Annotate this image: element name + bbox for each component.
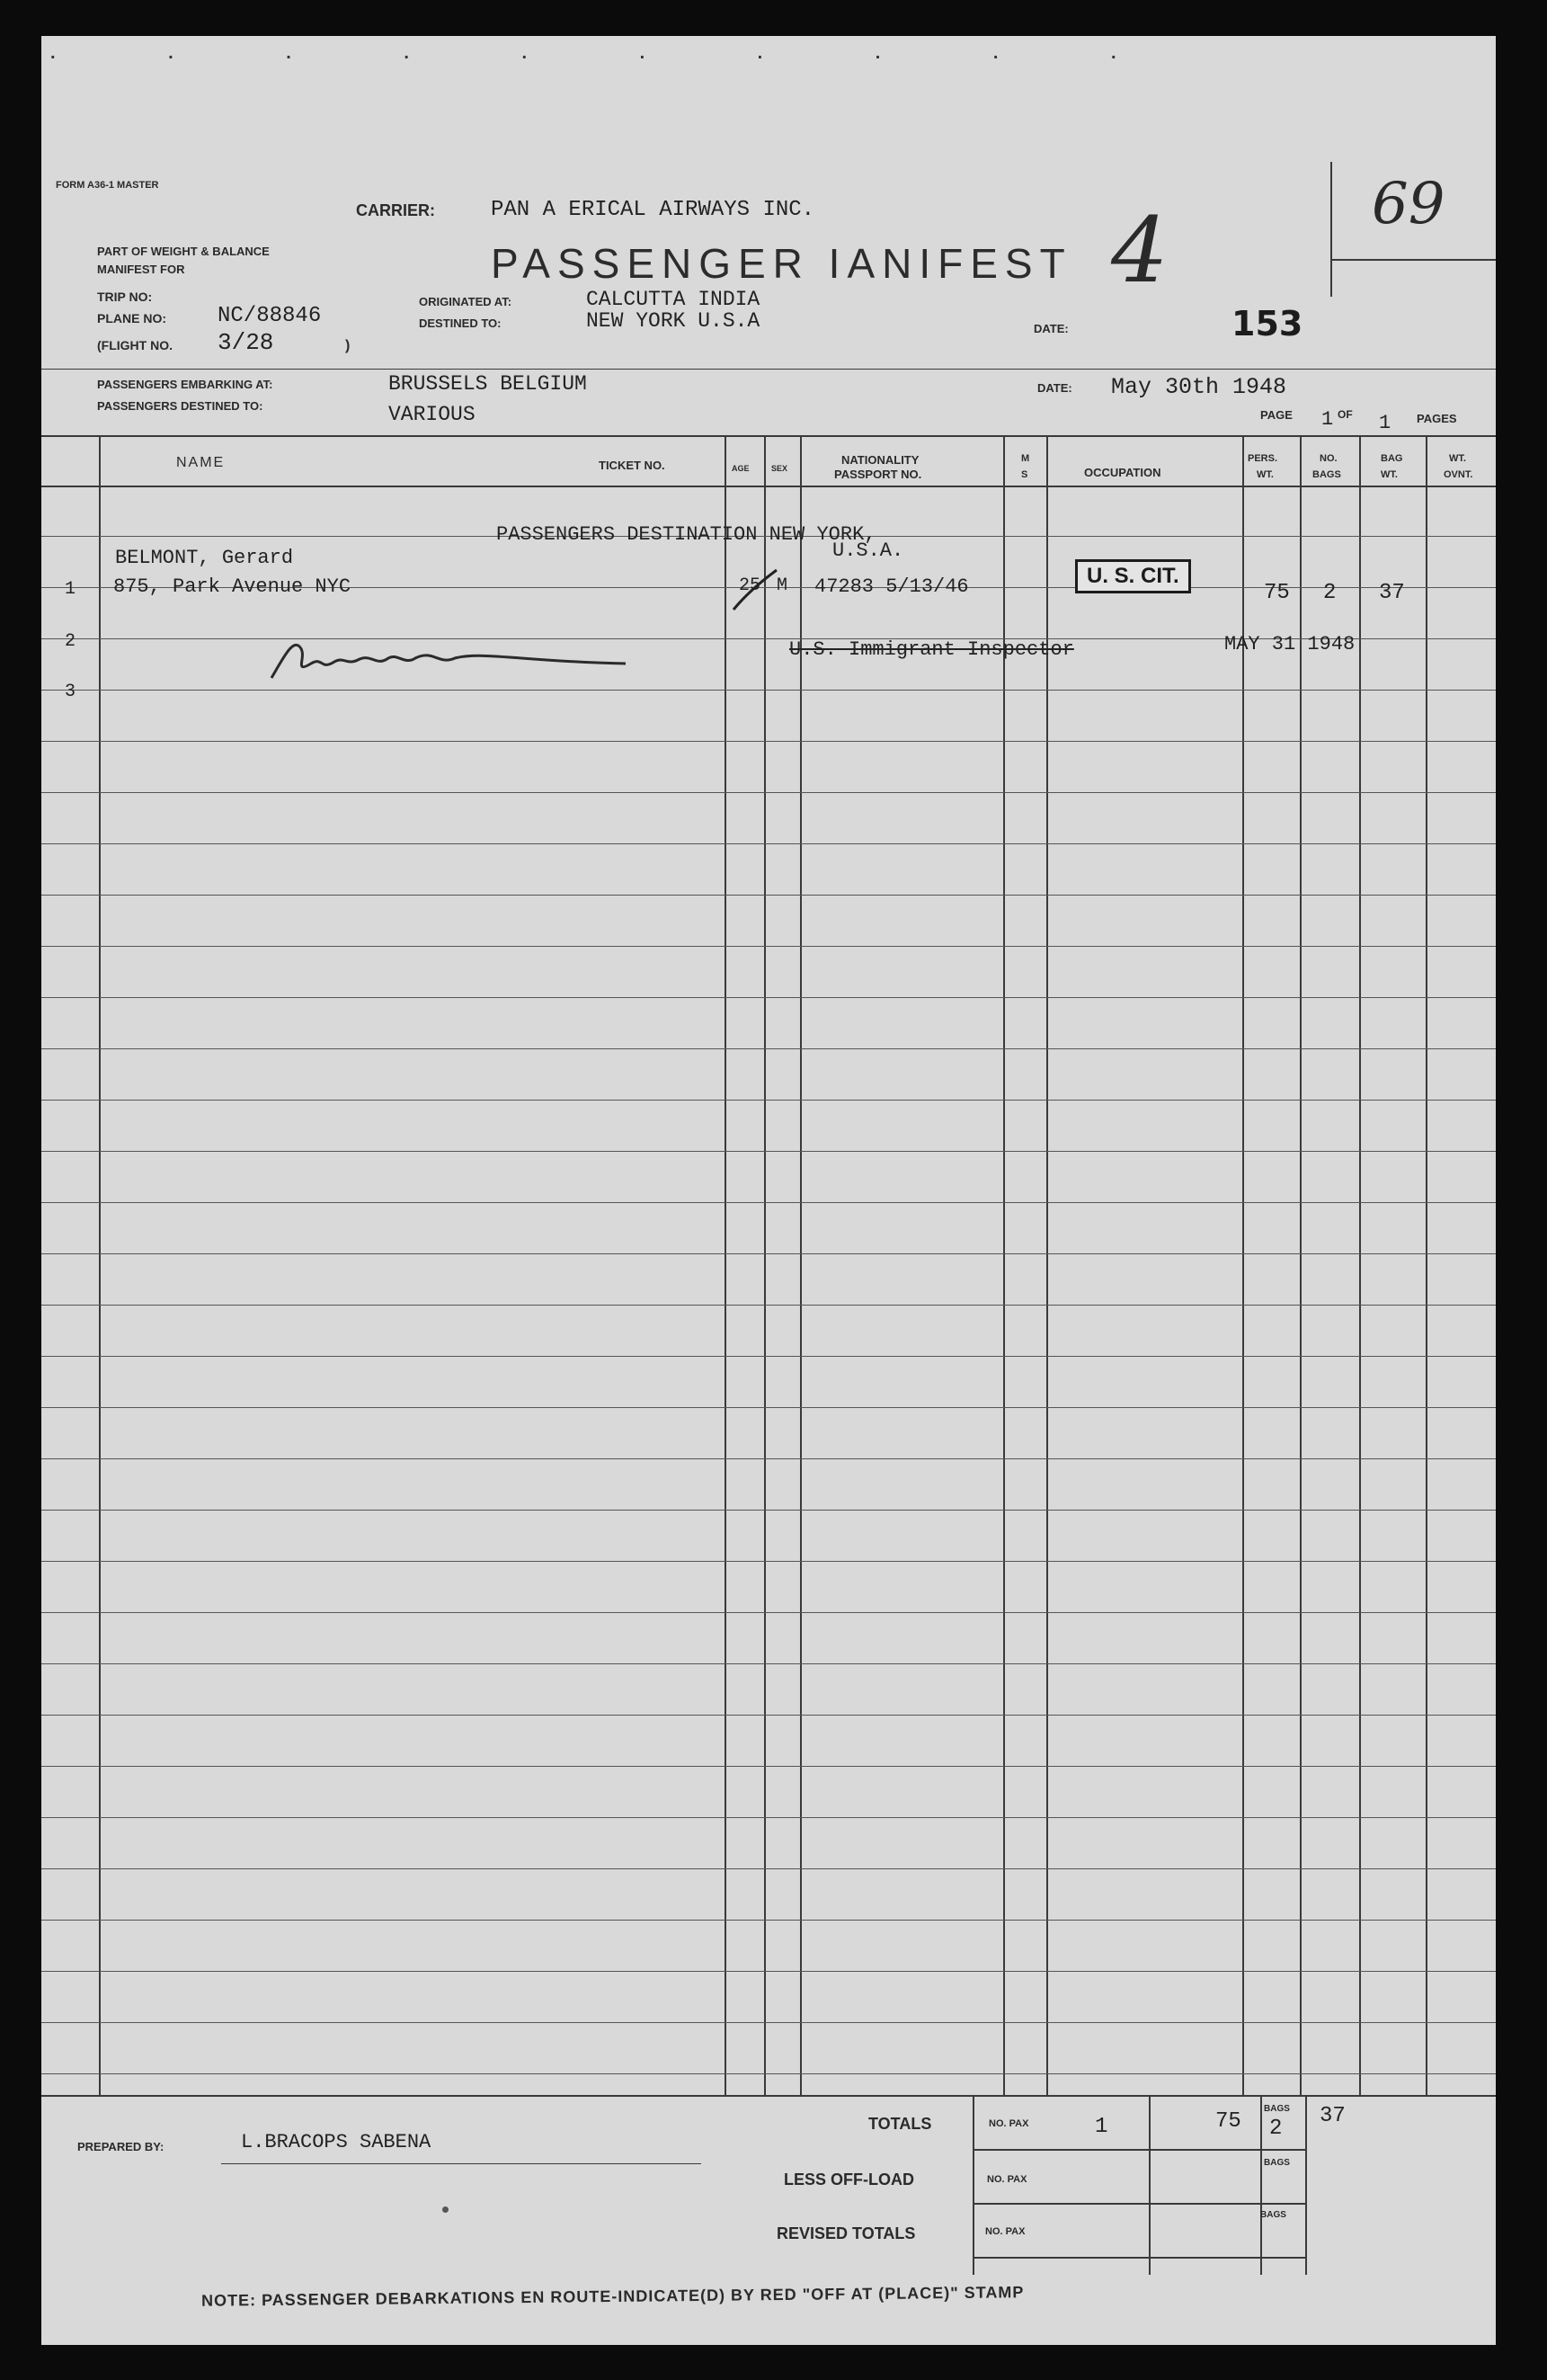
no-pax-label: NO. PAX: [987, 2174, 1027, 2185]
table-bottom-line: [41, 2095, 1496, 2097]
col-header-bags: BAGS: [1312, 469, 1341, 480]
corner-number: 69: [1372, 171, 1445, 237]
row-number: 2: [65, 631, 76, 652]
destined-label: DESTINED TO:: [419, 316, 502, 330]
table-row: [41, 741, 1496, 742]
totals-grid-bags: [1260, 2095, 1262, 2275]
total-pax: 1: [1095, 2115, 1108, 2139]
passenger-bags: 2: [1323, 581, 1337, 605]
table-row: [41, 1151, 1496, 1152]
table-row: [41, 1817, 1496, 1818]
col-line-bagwt: [1426, 435, 1427, 2095]
col-header-ovnt: OVNT.: [1444, 469, 1473, 480]
total-bag-wt: 37: [1320, 2104, 1346, 2128]
plane-no-label: PLANE NO:: [97, 311, 166, 325]
destined-value: NEW YORK U.S.A: [586, 309, 760, 333]
table-row: [41, 1868, 1496, 1869]
col-line-occupation: [1242, 435, 1244, 2095]
totals-grid-left: [973, 2095, 974, 2275]
table-row: [41, 1305, 1496, 1306]
part-of-label: PART OF WEIGHT & BALANCE: [97, 245, 270, 258]
total-wt: 75: [1215, 2109, 1241, 2134]
col-header-bag-wt: WT.: [1381, 469, 1398, 480]
col-header-age: AGE: [732, 464, 750, 473]
corner-box-bottom: [1330, 259, 1496, 261]
flight-no-close: ): [345, 338, 351, 353]
table-row: [41, 1663, 1496, 1664]
scan-speckles: . . . . . . . . . .: [50, 43, 1170, 63]
col-line-nationality: [1003, 435, 1005, 2095]
table-row: [41, 1100, 1496, 1101]
passenger-bag-wt: 37: [1379, 581, 1405, 605]
total-bags: 2: [1269, 2117, 1283, 2141]
passenger-age: 25: [739, 575, 761, 596]
table-row: [41, 1715, 1496, 1716]
col-header-ticket: TICKET NO.: [599, 459, 665, 472]
date-number: 153: [1231, 304, 1303, 343]
col-line-ticket: [725, 435, 726, 2095]
signature-scrawl: [257, 620, 653, 692]
prepared-by-line: [221, 2163, 701, 2164]
carrier-label: CARRIER:: [356, 201, 435, 219]
totals-label: TOTALS: [868, 2115, 932, 2133]
no-pax-label: NO. PAX: [985, 2226, 1026, 2237]
prepared-by-label: PREPARED BY:: [77, 2140, 164, 2153]
of-label: OF: [1338, 408, 1353, 421]
totals-grid-row2: [973, 2203, 1305, 2205]
table-row: [41, 792, 1496, 793]
col-line-bags: [1359, 435, 1361, 2095]
page-num: 1: [1321, 408, 1334, 431]
scan-dot: [442, 2206, 449, 2213]
table-row: [41, 1766, 1496, 1767]
originated-value: CALCUTTA INDIA: [586, 288, 760, 311]
bags-label: BAGS: [1260, 2210, 1286, 2220]
passenger-address: 875, Park Avenue NYC: [113, 575, 351, 598]
table-header-bottom: [41, 486, 1496, 487]
table-row: [41, 1510, 1496, 1511]
row-number: 1: [65, 579, 76, 600]
col-header-wt: WT.: [1449, 453, 1466, 464]
table-row: [41, 1612, 1496, 1613]
col-header-occupation: OCCUPATION: [1084, 466, 1161, 479]
col-header-pers: PERS.: [1248, 453, 1278, 464]
trip-no-label: TRIP NO:: [97, 290, 153, 304]
col-header-no: NO.: [1320, 453, 1338, 464]
col-header-m: M: [1021, 453, 1030, 464]
bags-label: BAGS: [1264, 2158, 1290, 2168]
totals-grid-row3: [973, 2257, 1305, 2259]
totals-grid-row1: [973, 2149, 1305, 2151]
plane-no-value: NC/88846: [218, 304, 322, 328]
passenger-pers-wt: 75: [1264, 581, 1290, 605]
col-line-age: [764, 435, 766, 2095]
manifest-for-label: MANIFEST FOR: [97, 263, 185, 276]
page-label: PAGE: [1260, 408, 1293, 422]
col-line-pers: [1300, 435, 1302, 2095]
col-line-sex: [800, 435, 802, 2095]
flight-no-label: (FLIGHT NO.: [97, 338, 173, 352]
header-divider: [41, 369, 1496, 370]
revised-totals-label: REVISED TOTALS: [777, 2224, 916, 2242]
pen-stroke: [728, 563, 782, 617]
table-row: [41, 946, 1496, 947]
passenger-sex: M: [777, 575, 788, 596]
col-header-nationality: NATIONALITY: [841, 453, 920, 467]
col-line-num: [99, 435, 101, 2095]
col-header-passport: PASSPORT NO.: [834, 468, 922, 481]
footer-note: NOTE: PASSENGER DEBARKATIONS EN ROUTE-INDICATE(D) BY RED "OFF AT (PLACE)" STAMP: [200, 2283, 1025, 2310]
totals-grid-mid: [1149, 2095, 1151, 2275]
passenger-name: BELMONT, Gerard: [115, 547, 294, 569]
pax-destined-value: VARIOUS: [388, 403, 476, 426]
table-row: [41, 1202, 1496, 1203]
table-row: [41, 1356, 1496, 1357]
table-row: [41, 895, 1496, 896]
hand-number: 4: [1111, 198, 1169, 303]
table-row: [41, 1920, 1496, 1921]
no-pax-label: NO. PAX: [989, 2118, 1029, 2129]
table-row: [41, 1048, 1496, 1049]
embarking-label: PASSENGERS EMBARKING AT:: [97, 378, 273, 391]
immigrant-inspector-stamp: U.S. Immigrant Inspector: [789, 638, 1074, 661]
corner-box-left: [1330, 162, 1332, 297]
table-row: [41, 1407, 1496, 1408]
table-top-line: [41, 435, 1496, 437]
table-row: [41, 1253, 1496, 1254]
us-citizen-stamp: U. S. CIT.: [1075, 559, 1191, 593]
pax-destined-label: PASSENGERS DESTINED TO:: [97, 399, 263, 413]
col-line-ms: [1046, 435, 1048, 2095]
table-row: [41, 1561, 1496, 1562]
totals-grid-right: [1305, 2095, 1307, 2275]
form-id: FORM A36-1 MASTER: [56, 180, 159, 191]
page-title: PASSENGER IANIFEST: [491, 240, 1072, 287]
passengers-note-2: U.S.A.: [832, 539, 904, 562]
carrier-value: PAN A ERICAL AIRWAYS INC.: [491, 198, 815, 222]
embarking-value: BRUSSELS BELGIUM: [388, 372, 587, 396]
passenger-passport: 47283 5/13/46: [814, 575, 969, 598]
less-offload-label: LESS OFF-LOAD: [784, 2171, 914, 2188]
inspector-date-stamp: MAY 31 1948: [1224, 633, 1356, 655]
date2-label: DATE:: [1037, 381, 1072, 395]
table-row: [41, 997, 1496, 998]
page-total: 1: [1379, 412, 1391, 434]
col-header-bag: BAG: [1381, 453, 1403, 464]
table-row: [41, 1458, 1496, 1459]
table-row: [41, 2073, 1496, 2074]
col-header-sex: SEX: [771, 464, 788, 473]
flight-no-value: 3/28: [218, 329, 274, 356]
col-header-name: NAME: [176, 455, 226, 470]
col-header-pers-wt: WT.: [1257, 469, 1274, 480]
bags-label: BAGS: [1264, 2104, 1290, 2114]
manifest-sheet: [41, 36, 1496, 2345]
date-label: DATE:: [1034, 322, 1069, 335]
prepared-by-value: L.BRACOPS SABENA: [241, 2131, 431, 2153]
table-row: [41, 843, 1496, 844]
table-row: [41, 1971, 1496, 1972]
col-header-s: S: [1021, 469, 1028, 480]
originated-label: ORIGINATED AT:: [419, 295, 512, 308]
passengers-note: PASSENGERS DESTINATION NEW YORK,: [496, 523, 876, 546]
pages-label: PAGES: [1417, 412, 1457, 425]
date2-value: May 30th 1948: [1111, 374, 1287, 400]
table-row: [41, 2022, 1496, 2023]
row-number: 3: [65, 682, 76, 702]
